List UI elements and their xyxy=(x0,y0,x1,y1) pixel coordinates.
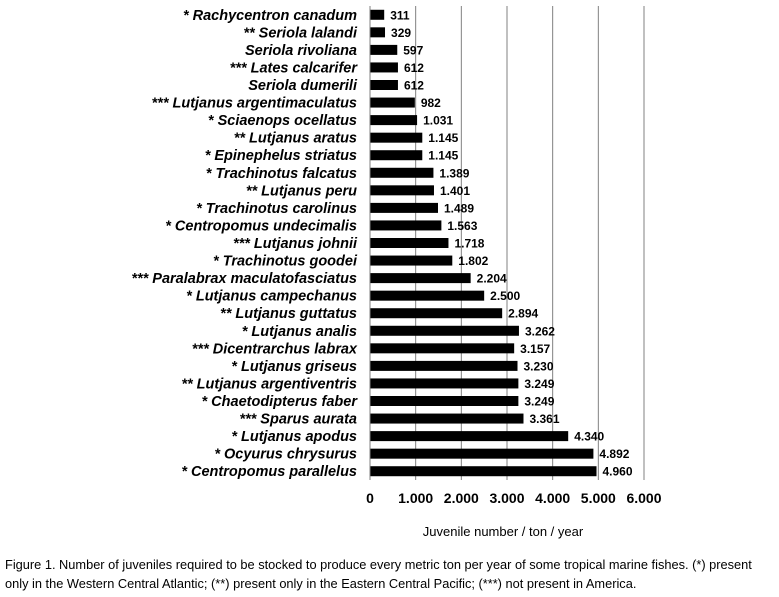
bar xyxy=(370,378,518,388)
data-label: 1.145 xyxy=(428,148,459,163)
x-tick-label: 5.000 xyxy=(580,490,616,506)
bar xyxy=(370,115,417,125)
figure-caption: Figure 1. Number of juveniles required to be stocked to produce every metric ton per year of some tropical marine fishes. (*) present only in the Western Central Atlantic; (**) present only in the Eastern Central Pacific; (***) not present in America. xyxy=(5,557,752,591)
bar xyxy=(370,396,518,406)
category-label: Seriola dumerili xyxy=(248,78,357,94)
bar xyxy=(370,414,523,424)
data-label: 1.563 xyxy=(447,218,478,233)
data-label: 3.230 xyxy=(523,359,554,374)
data-label: 3.157 xyxy=(520,341,551,356)
data-label: 612 xyxy=(403,60,424,75)
data-label: 329 xyxy=(391,25,412,40)
category-label: Seriola rivoliana xyxy=(244,42,357,59)
category-label: * Trachinotus falcatus xyxy=(205,165,357,182)
bar xyxy=(370,291,484,301)
category-label: * Rachycentron canadum xyxy=(182,7,357,24)
category-label: * Chaetodipterus faber xyxy=(201,394,357,410)
bar xyxy=(370,27,385,37)
data-label: 4.892 xyxy=(599,447,630,462)
x-tick-label: 3.000 xyxy=(489,490,525,506)
data-label: 3.249 xyxy=(524,394,555,409)
category-label: *** Lates calcarifer xyxy=(229,60,357,77)
bar xyxy=(370,45,397,55)
category-label: * Sciaenops ocellatus xyxy=(207,113,357,130)
data-label: 597 xyxy=(403,43,424,58)
bar xyxy=(370,185,434,195)
category-label: *** Paralabrax maculatofasciatus xyxy=(131,271,357,288)
data-label: 4.960 xyxy=(602,464,633,479)
bar xyxy=(370,150,422,160)
category-label: ** Seriola lalandi xyxy=(243,25,357,42)
bar xyxy=(370,273,471,283)
bar xyxy=(370,449,593,459)
data-label: 1.802 xyxy=(458,254,489,269)
bar xyxy=(370,168,433,178)
x-tick-label: 4.000 xyxy=(535,490,571,506)
data-label: 1.401 xyxy=(439,183,471,198)
data-label: 311 xyxy=(390,8,410,23)
bar xyxy=(370,80,398,90)
bar xyxy=(370,361,518,371)
bar xyxy=(370,256,452,266)
gridlines xyxy=(416,6,644,480)
category-label: * Trachinotus goodei xyxy=(213,253,357,270)
x-tick-label: 6.000 xyxy=(626,490,662,506)
category-labels xyxy=(131,8,358,480)
bar xyxy=(370,203,438,213)
x-axis-title: Juvenile number / ton / year xyxy=(422,524,584,539)
data-label: 1.718 xyxy=(454,236,485,251)
data-label: 1.145 xyxy=(428,131,459,146)
bar xyxy=(370,10,384,20)
category-label: * Ocyurus chrysurus xyxy=(214,446,357,463)
data-label: 2.894 xyxy=(508,306,539,321)
bar xyxy=(370,308,502,318)
category-label: * Trachinotus carolinus xyxy=(196,200,357,217)
category-label: ** Lutjanus guttatus xyxy=(220,306,357,323)
category-label: * Lutjanus griseus xyxy=(231,358,357,375)
bar xyxy=(370,431,568,441)
data-label: 2.204 xyxy=(476,271,507,286)
category-label: * Lutjanus analis xyxy=(241,323,357,340)
data-label: 1.489 xyxy=(444,201,475,216)
category-label: *** Lutjanus johnii xyxy=(232,236,357,252)
bar xyxy=(370,98,415,108)
x-tick-label: 2.000 xyxy=(443,490,479,506)
bar xyxy=(370,220,441,230)
data-label: 612 xyxy=(403,78,424,93)
data-label: 982 xyxy=(420,96,441,111)
category-label: *** Sparus aurata xyxy=(239,411,357,428)
category-label: * Centropomus undecimalis xyxy=(165,218,357,235)
data-label: 1.389 xyxy=(439,166,470,181)
bar xyxy=(370,133,422,143)
category-label: ** Lutjanus argentiventris xyxy=(181,376,357,393)
bar xyxy=(370,238,448,248)
bar xyxy=(370,343,514,353)
x-tick-label: 0 xyxy=(366,490,374,506)
category-label: * Lutjanus apodus xyxy=(231,429,357,446)
data-label: 4.340 xyxy=(574,429,605,444)
x-tick-labels xyxy=(366,490,662,506)
bar xyxy=(370,62,398,72)
data-label: 3.262 xyxy=(524,324,555,339)
data-label: 1.031 xyxy=(423,113,454,128)
bar xyxy=(370,466,597,476)
x-tick-label: 1.000 xyxy=(398,490,434,506)
category-label: * Centropomus parallelus xyxy=(181,464,357,481)
category-label: * Lutjanus campechanus xyxy=(186,288,357,305)
category-label: ** Lutjanus peru xyxy=(245,183,357,200)
category-label: * Epinephelus striatus xyxy=(204,148,357,165)
category-label: *** Dicentrarchus labrax xyxy=(191,341,357,358)
data-label: 2.500 xyxy=(490,289,521,304)
category-label: ** Lutjanus aratus xyxy=(233,130,357,147)
data-label: 3.361 xyxy=(529,412,560,427)
category-label: *** Lutjanus argentimaculatus xyxy=(151,95,357,112)
bar xyxy=(370,326,519,336)
data-label: 3.249 xyxy=(524,376,555,391)
